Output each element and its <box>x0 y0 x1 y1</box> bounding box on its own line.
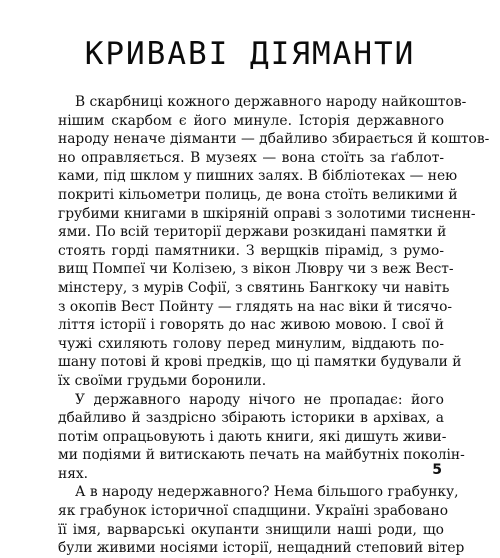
text-line: ками, під шклом у пишних залях. В бібліотеках — нею <box>58 168 458 185</box>
text-line: як грабунок історичної спадщини. Україні зрабовано <box>58 503 449 520</box>
text-line: А в народу недержавного? Нема більшого грабунку, <box>75 484 459 501</box>
text-line: грубими книгами в шкіряній оправі з золотими тисненн- <box>58 205 476 222</box>
text-line: потім опрацьовують і дають книги, які дишуть живи- <box>58 428 447 445</box>
text-line: ми подіями й витискають печать на майбутніх поколін- <box>58 447 465 464</box>
text-line: шану потові й крові предків, що ці памятки будували й <box>58 354 462 371</box>
chapter-title: КРИВАВІ ДІЯМАНТИ <box>84 36 416 72</box>
text-line: ліття історії і говорять до нас живою мовою. І свої й <box>58 317 444 334</box>
text-line: мінстеру, з мурів Софії, з святинь Бангкоку чи навіть <box>58 279 450 296</box>
text-line: дбайливо й заздрісно збірають історики в архівах, а <box>58 410 444 427</box>
text-line: чужі схиляють голову перед минулим, віддають по- <box>58 335 444 352</box>
text-line: були живими носіями історії, нещадний степовий вітер <box>58 540 465 557</box>
text-line: но оправляється. В музеях — вона стоїть за ґаблот- <box>58 149 444 166</box>
text-line: нях. <box>58 465 89 482</box>
text-line: її імя, варварські окупанти знищили наші роди, що <box>58 521 444 538</box>
text-line: з окопів Вест Пойнту — глядять на нас віки й тисячо- <box>58 298 453 315</box>
body-text <box>58 93 490 558</box>
text-line: покриті кільометри полиць, де вона стоїть великими й <box>58 186 458 203</box>
text-line: вищ Помпеї чи Колізею, з вікон Люврy чи з веж Вест- <box>58 261 454 278</box>
text-line: В скарбниці кожного державного народу найкоштов- <box>75 94 467 110</box>
text-line: нішим скарбом є його минуле. Історія державного <box>58 112 444 129</box>
text-line: їх своїми грудьми боронили. <box>58 372 267 389</box>
page-number: 5 <box>432 462 442 478</box>
text-line: народу неначе діяманти — дбайливо збирається й коштов- <box>58 131 490 148</box>
text-line: ями. По всій території держави розкидані памятки й <box>58 224 447 241</box>
text-line: стоять горді памятники. З верщків пірамід, з румо- <box>58 242 444 259</box>
text-line: У державного народу нічого не пропадає: його <box>75 391 444 408</box>
